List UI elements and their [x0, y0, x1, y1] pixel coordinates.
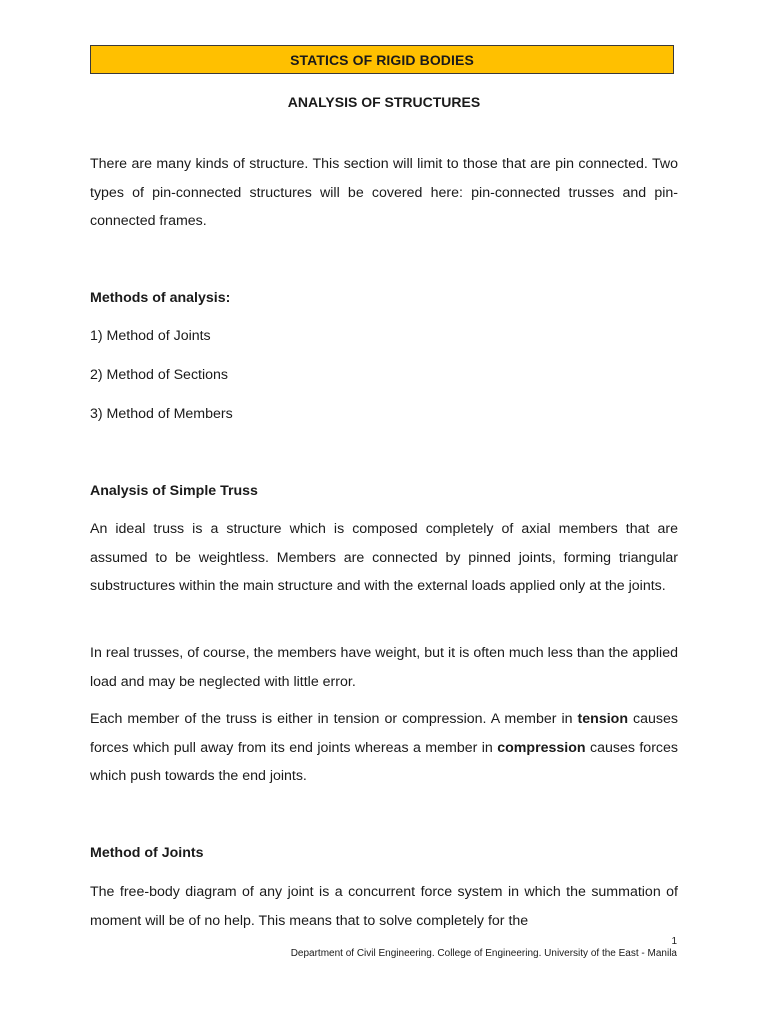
method-of-joints-heading: Method of Joints	[90, 845, 204, 861]
methods-list-item: 3) Method of Members	[90, 406, 233, 422]
intro-paragraph: There are many kinds of structure. This section will limit to those that are pin connected. Two types of pin-connected structures will be covered here: pin-connected trusses and pin-connected frames.	[90, 156, 678, 229]
tension-term: tension	[577, 711, 628, 727]
text-run: causes forces which push towards the end joints.	[90, 739, 678, 784]
page-number: 1	[671, 936, 677, 947]
methods-heading: Methods of analysis:	[90, 290, 231, 306]
methods-list-item: 1) Method of Joints	[90, 328, 211, 344]
compression-term: compression	[497, 739, 586, 756]
methods-list-item: 2) Method of Sections	[90, 367, 229, 383]
footer-text: Department of Civil Engineering. College of Engineering. University of the East - Manila	[290, 948, 677, 959]
joints-paragraph: The free-body diagram of any joint is a concurrent force system in which the summation of moment will be of no help. This means that to solve completely for the	[90, 884, 678, 929]
truss-paragraph-1: An ideal truss is a structure which is composed completely of axial members that are assumed to be weightless. Members are connected by pinned joints, forming triangular substructures within the main structure and with the external loads applied only at the joints.	[90, 521, 678, 594]
text-run: Each member of the truss is either in tension or compression. A member in	[90, 711, 578, 727]
truss-paragraph-3	[90, 705, 678, 791]
text-run: causes forces which pull away from its end joints whereas a member in	[90, 711, 678, 756]
title-banner: STATICS OF RIGID BODIES	[90, 45, 674, 74]
section-title: ANALYSIS OF STRUCTURES	[287, 94, 481, 110]
simple-truss-heading: Analysis of Simple Truss	[90, 483, 258, 499]
truss-paragraph-2: In real trusses, of course, the members have weight, but it is often much less than the applied load and may be neglected with little error.	[90, 645, 678, 690]
